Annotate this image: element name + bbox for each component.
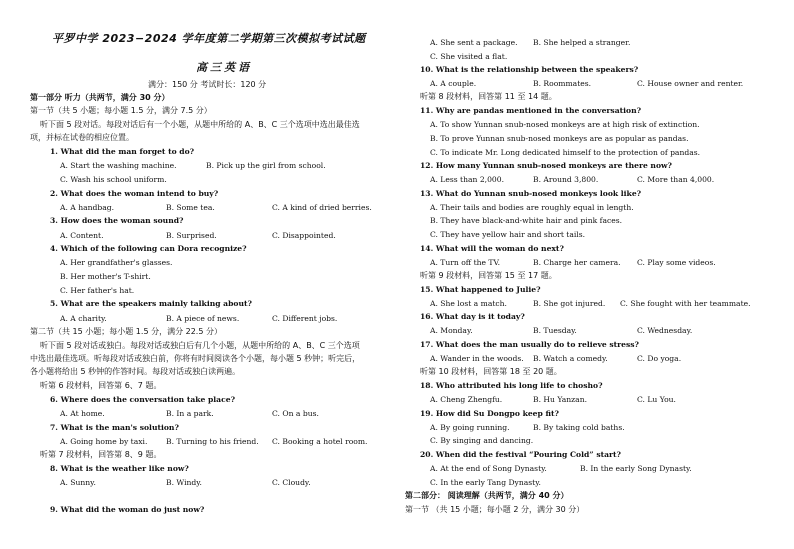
option-b: B. Around 3,800. bbox=[533, 175, 599, 184]
option-a: A. Cheng Zhengfu. bbox=[430, 395, 503, 404]
part1-section2-instruction: 听下面 5 段对话或独白。每段对话或独白后有几个小题，从题中所给的 A、B、C 三个选项 bbox=[40, 341, 360, 350]
option-a: A. Their tails and bodies are roughly equal in length. bbox=[430, 203, 634, 212]
question-11: 11. Why are pandas mentioned in the conversation? bbox=[420, 106, 642, 115]
option-b: B. She helped a stranger. bbox=[533, 38, 631, 47]
option-c: C. By singing and dancing. bbox=[430, 436, 534, 445]
part1-section2-instruction: 各小题将给出 5 秒钟的作答时间。每段对话或独白读两遍。 bbox=[30, 367, 241, 376]
material-note: 听第 8 段材料，回答第 11 至 14 题。 bbox=[420, 92, 557, 101]
option-b: B. She got injured. bbox=[533, 299, 606, 308]
option-a: A. Going home by taxi. bbox=[60, 437, 148, 446]
option-a: A. By going running. bbox=[430, 423, 510, 432]
option-b: B. Watch a comedy. bbox=[533, 354, 608, 363]
material-note: 听第 9 段材料，回答第 15 至 17 题。 bbox=[420, 271, 557, 280]
option-c: C. Booking a hotel room. bbox=[272, 437, 368, 446]
option-b: B. By taking cold baths. bbox=[533, 423, 625, 432]
option-b: B. A piece of news. bbox=[166, 314, 240, 323]
option-b: B. Her mother's T-shirt. bbox=[60, 272, 151, 281]
question-4: 4. Which of the following can Dora recognize? bbox=[50, 244, 247, 253]
option-a: A. A charity. bbox=[60, 314, 107, 323]
option-a: A. At the end of Song Dynasty. bbox=[430, 464, 547, 473]
option-a: A. Her grandfather's glasses. bbox=[60, 258, 173, 267]
option-c: C. Her father's hat. bbox=[60, 286, 135, 295]
option-a: A. Start the washing machine. bbox=[60, 161, 177, 170]
question-13: 13. What do Yunnan snub-nosed monkeys look like? bbox=[420, 189, 642, 198]
material-note: 听第 6 段材料，回答第 6、7 题。 bbox=[40, 381, 162, 390]
option-a: A. Less than 2,000. bbox=[430, 175, 504, 184]
option-b: B. In a park. bbox=[166, 409, 214, 418]
option-c: C. House owner and renter. bbox=[637, 79, 744, 88]
option-b: B. To prove Yunnan snub-nosed monkeys are as popular as pandas. bbox=[430, 134, 689, 143]
option-c: C. Do yoga. bbox=[637, 354, 682, 363]
question-14: 14. What will the woman do next? bbox=[420, 244, 564, 253]
question-1: 1. What did the man forget to do? bbox=[50, 147, 195, 156]
question-3: 3. How does the woman sound? bbox=[50, 216, 184, 225]
question-7: 7. What is the man's solution? bbox=[50, 423, 179, 432]
material-note: 听第 7 段材料，回答第 8、9 题。 bbox=[40, 450, 162, 459]
option-b: B. Surprised. bbox=[166, 231, 217, 240]
option-c: C. On a bus. bbox=[272, 409, 319, 418]
question-18: 18. Who attributed his long life to chosho? bbox=[420, 381, 603, 390]
option-b: B. Charge her camera. bbox=[533, 258, 621, 267]
option-c: C. To indicate Mr. Long dedicated himself to the protection of pandas. bbox=[430, 148, 701, 157]
question-5: 5. What are the speakers mainly talking about? bbox=[50, 299, 252, 308]
question-2: 2. What does the woman intend to buy? bbox=[50, 189, 219, 198]
question-10: 10. What is the relationship between the speakers? bbox=[420, 65, 639, 74]
option-a: A. A couple. bbox=[430, 79, 477, 88]
option-c: C. Cloudy. bbox=[272, 478, 311, 487]
question-12: 12. How many Yunnan snub-nosed monkeys are there now? bbox=[420, 161, 672, 170]
question-15: 15. What happened to Julie? bbox=[420, 285, 541, 294]
option-c: C. Different jobs. bbox=[272, 314, 338, 323]
option-b: B. Hu Yanzan. bbox=[533, 395, 588, 404]
option-b: B. Tuesday. bbox=[533, 326, 577, 335]
option-c: C. She visited a flat. bbox=[430, 52, 508, 61]
material-note: 听第 10 段材料，回答第 18 至 20 题。 bbox=[420, 367, 562, 376]
option-a: A. A handbag. bbox=[60, 203, 115, 212]
option-c: C. Wash his school uniform. bbox=[60, 175, 167, 184]
part1-section2-heading: 第二节（共 15 小题；每小题 1.5 分，满分 22.5 分） bbox=[30, 327, 222, 336]
option-c: C. Play some videos. bbox=[637, 258, 716, 267]
option-c: C. Lu You. bbox=[637, 395, 676, 404]
option-c: C. They have yellow hair and short tails. bbox=[430, 230, 586, 239]
part1-section2-instruction: 中选出最佳选项。听每段对话或独白前，你将有时间阅读各个小题，每小题 5 秒钟；听完后， bbox=[30, 354, 361, 363]
question-20: 20. When did the festival “Pouring Cold” start? bbox=[420, 450, 621, 459]
option-c: C. A kind of dried berries. bbox=[272, 203, 372, 212]
option-a: A. At home. bbox=[60, 409, 105, 418]
exam-meta: 满分：150 分 考试时长：120 分 bbox=[148, 80, 267, 89]
option-a: A. She sent a package. bbox=[430, 38, 518, 47]
option-a: A. Turn off the TV. bbox=[430, 258, 501, 267]
question-17: 17. What does the man usually do to relieve stress? bbox=[420, 340, 639, 349]
option-a: A. Monday. bbox=[430, 326, 473, 335]
option-c: C. She fought with her teammate. bbox=[620, 299, 751, 308]
option-b: B. Some tea. bbox=[166, 203, 215, 212]
exam-subtitle: 高三英语 bbox=[196, 61, 252, 74]
question-19: 19. How did Su Dongpo keep fit? bbox=[420, 409, 559, 418]
option-b: B. Windy. bbox=[166, 478, 202, 487]
option-b: B. Pick up the girl from school. bbox=[206, 161, 326, 170]
option-c: C. In the early Tang Dynasty. bbox=[430, 478, 541, 487]
option-b: B. Roommates. bbox=[533, 79, 592, 88]
part1-section1-instruction: 听下面 5 段对话。每段对话后有一个小题，从题中所给的 A、B、C 三个选项中选出最佳选 bbox=[40, 120, 360, 129]
option-c: C. Disappointed. bbox=[272, 231, 336, 240]
option-a: A. Content. bbox=[60, 231, 104, 240]
part1-section1-instruction: 项，并标在试卷的相应位置。 bbox=[30, 133, 134, 142]
part2-heading: 第二部分： 阅读理解（共两节，满分 40 分） bbox=[405, 491, 569, 500]
question-9: 9. What did the woman do just now? bbox=[50, 505, 205, 514]
option-a: A. To show Yunnan snub-nosed monkeys are at high risk of extinction. bbox=[430, 120, 700, 129]
part1-heading: 第一部分 听力（共两节，满分 30 分） bbox=[30, 93, 170, 102]
part2-section1-heading: 第一节 （共 15 小题；每小题 2 分，满分 30 分） bbox=[405, 505, 585, 514]
option-c: C. Wednesday. bbox=[637, 326, 693, 335]
question-6: 6. Where does the conversation take place? bbox=[50, 395, 236, 404]
question-16: 16. What day is it today? bbox=[420, 312, 525, 321]
option-a: A. Sunny. bbox=[60, 478, 96, 487]
exam-title: 平罗中学 2023−2024 学年度第二学期第三次模拟考试试题 bbox=[52, 32, 366, 45]
option-a: A. She lost a match. bbox=[430, 299, 507, 308]
option-b: B. They have black-and-white hair and pink faces. bbox=[430, 216, 623, 225]
option-b: B. Turning to his friend. bbox=[166, 437, 259, 446]
question-8: 8. What is the weather like now? bbox=[50, 464, 189, 473]
option-a: A. Wander in the woods. bbox=[430, 354, 524, 363]
option-c: C. More than 4,000. bbox=[637, 175, 715, 184]
part1-section1-heading: 第一节（共 5 小题；每小题 1.5 分，满分 7.5 分） bbox=[30, 106, 212, 115]
option-b: B. In the early Song Dynasty. bbox=[580, 464, 692, 473]
